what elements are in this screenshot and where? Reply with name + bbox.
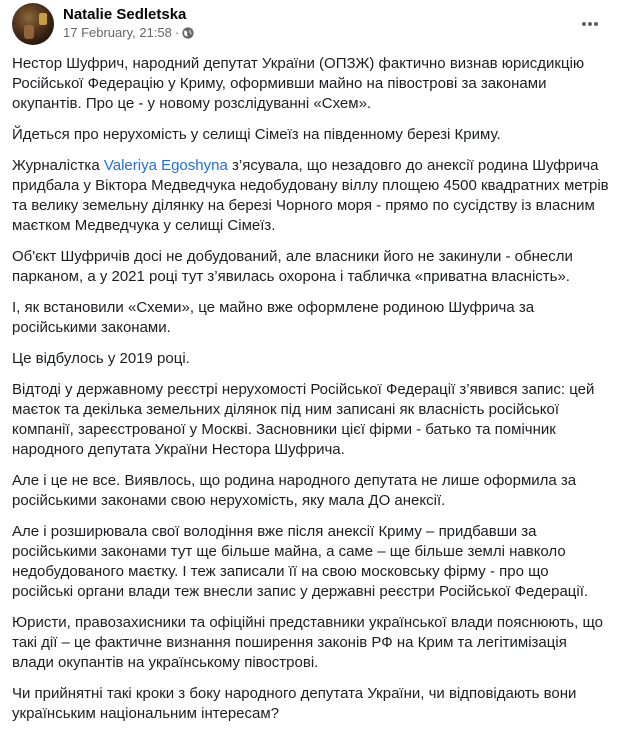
post-header <box>0 0 620 50</box>
paragraph: Відтоді у державному реєстрі нерухомості Російської Федерації з’явився запис: цей маєток та декілька земельних ділянок під ним записані як власність російської компанії, зареєстрованої у Москві. Засновники цієї фірми - батько та помічник народного депутата України Нестора Шуфрича. <box>12 381 595 458</box>
paragraph: І, як встановили «Схеми», це майно вже оформлене родиною Шуфрича за російськими законами. <box>12 299 535 336</box>
author-name[interactable]: Natalie Sedletska <box>63 6 187 23</box>
paragraph: Об'єкт Шуфричів досі не добудований, але власники його не закинули - обнесли парканом, а у 2021 році тут з’явилась охорона і табличка «приватна власність». <box>12 248 573 285</box>
avatar[interactable] <box>12 3 54 45</box>
paragraph: Але і це не все. Виявлось, що родина народного депутата не лише оформила за російськими законами свою нерухомість, яку мала ДО анексії. <box>12 472 577 509</box>
post-meta <box>63 25 194 40</box>
paragraph: Це відбулось у 2019 році. <box>12 350 190 367</box>
globe-icon[interactable] <box>182 27 194 39</box>
separator: · <box>174 25 180 40</box>
paragraph: Йдеться про нерухомість у селищі Сімеїз на південному березі Криму. <box>12 126 501 143</box>
post-body <box>12 54 612 735</box>
more-options-icon[interactable] <box>576 14 604 34</box>
timestamp[interactable]: 17 February, 21:58 <box>63 25 172 40</box>
paragraph: Нестор Шуфрич, народний депутат України (ОПЗЖ) фактично визнав юрисдикцію Російської Федерацію у Криму, оформивши майно на півострові за законами окупантів. Про це - у новому розслідуванні «Схем». <box>12 55 585 112</box>
paragraph <box>12 156 612 236</box>
mention-link[interactable]: Valeriya Egoshyna <box>103 157 228 174</box>
paragraph-text: Журналістка <box>12 157 104 174</box>
paragraph-text: з’ясувала, що незадовго до анексії родина Шуфрича придбала у Віктора Медведчука недобудовану віллу площею 4500 квадратних метрів та велику земельну ділянку на березі Чорного моря - прямо по сусідству із власним маєтком Медведчука у селищі Сімеїз. <box>12 157 609 234</box>
paragraph: Юристи, правозахисники та офіційні представники української влади пояснюють, що такі дії – це фактичне визнання поширення законів РФ на Крим та легітимізація влади окупантів на українському півострові. <box>12 614 603 671</box>
paragraph: Але і розширювала свої володіння вже після анексії Криму – придбавши за російськими законами тут ще більше майна, а саме – ще більше землі навколо недобудованого маєтку. І теж записали її на свою московську фірму - про що російські органи влади теж внесли запис у державні реєстри Російської Федерації. <box>12 523 589 600</box>
paragraph: Чи прийнятні такі кроки з боку народного депутата України, чи відповідають вони українським національним інтересам? <box>12 685 577 722</box>
